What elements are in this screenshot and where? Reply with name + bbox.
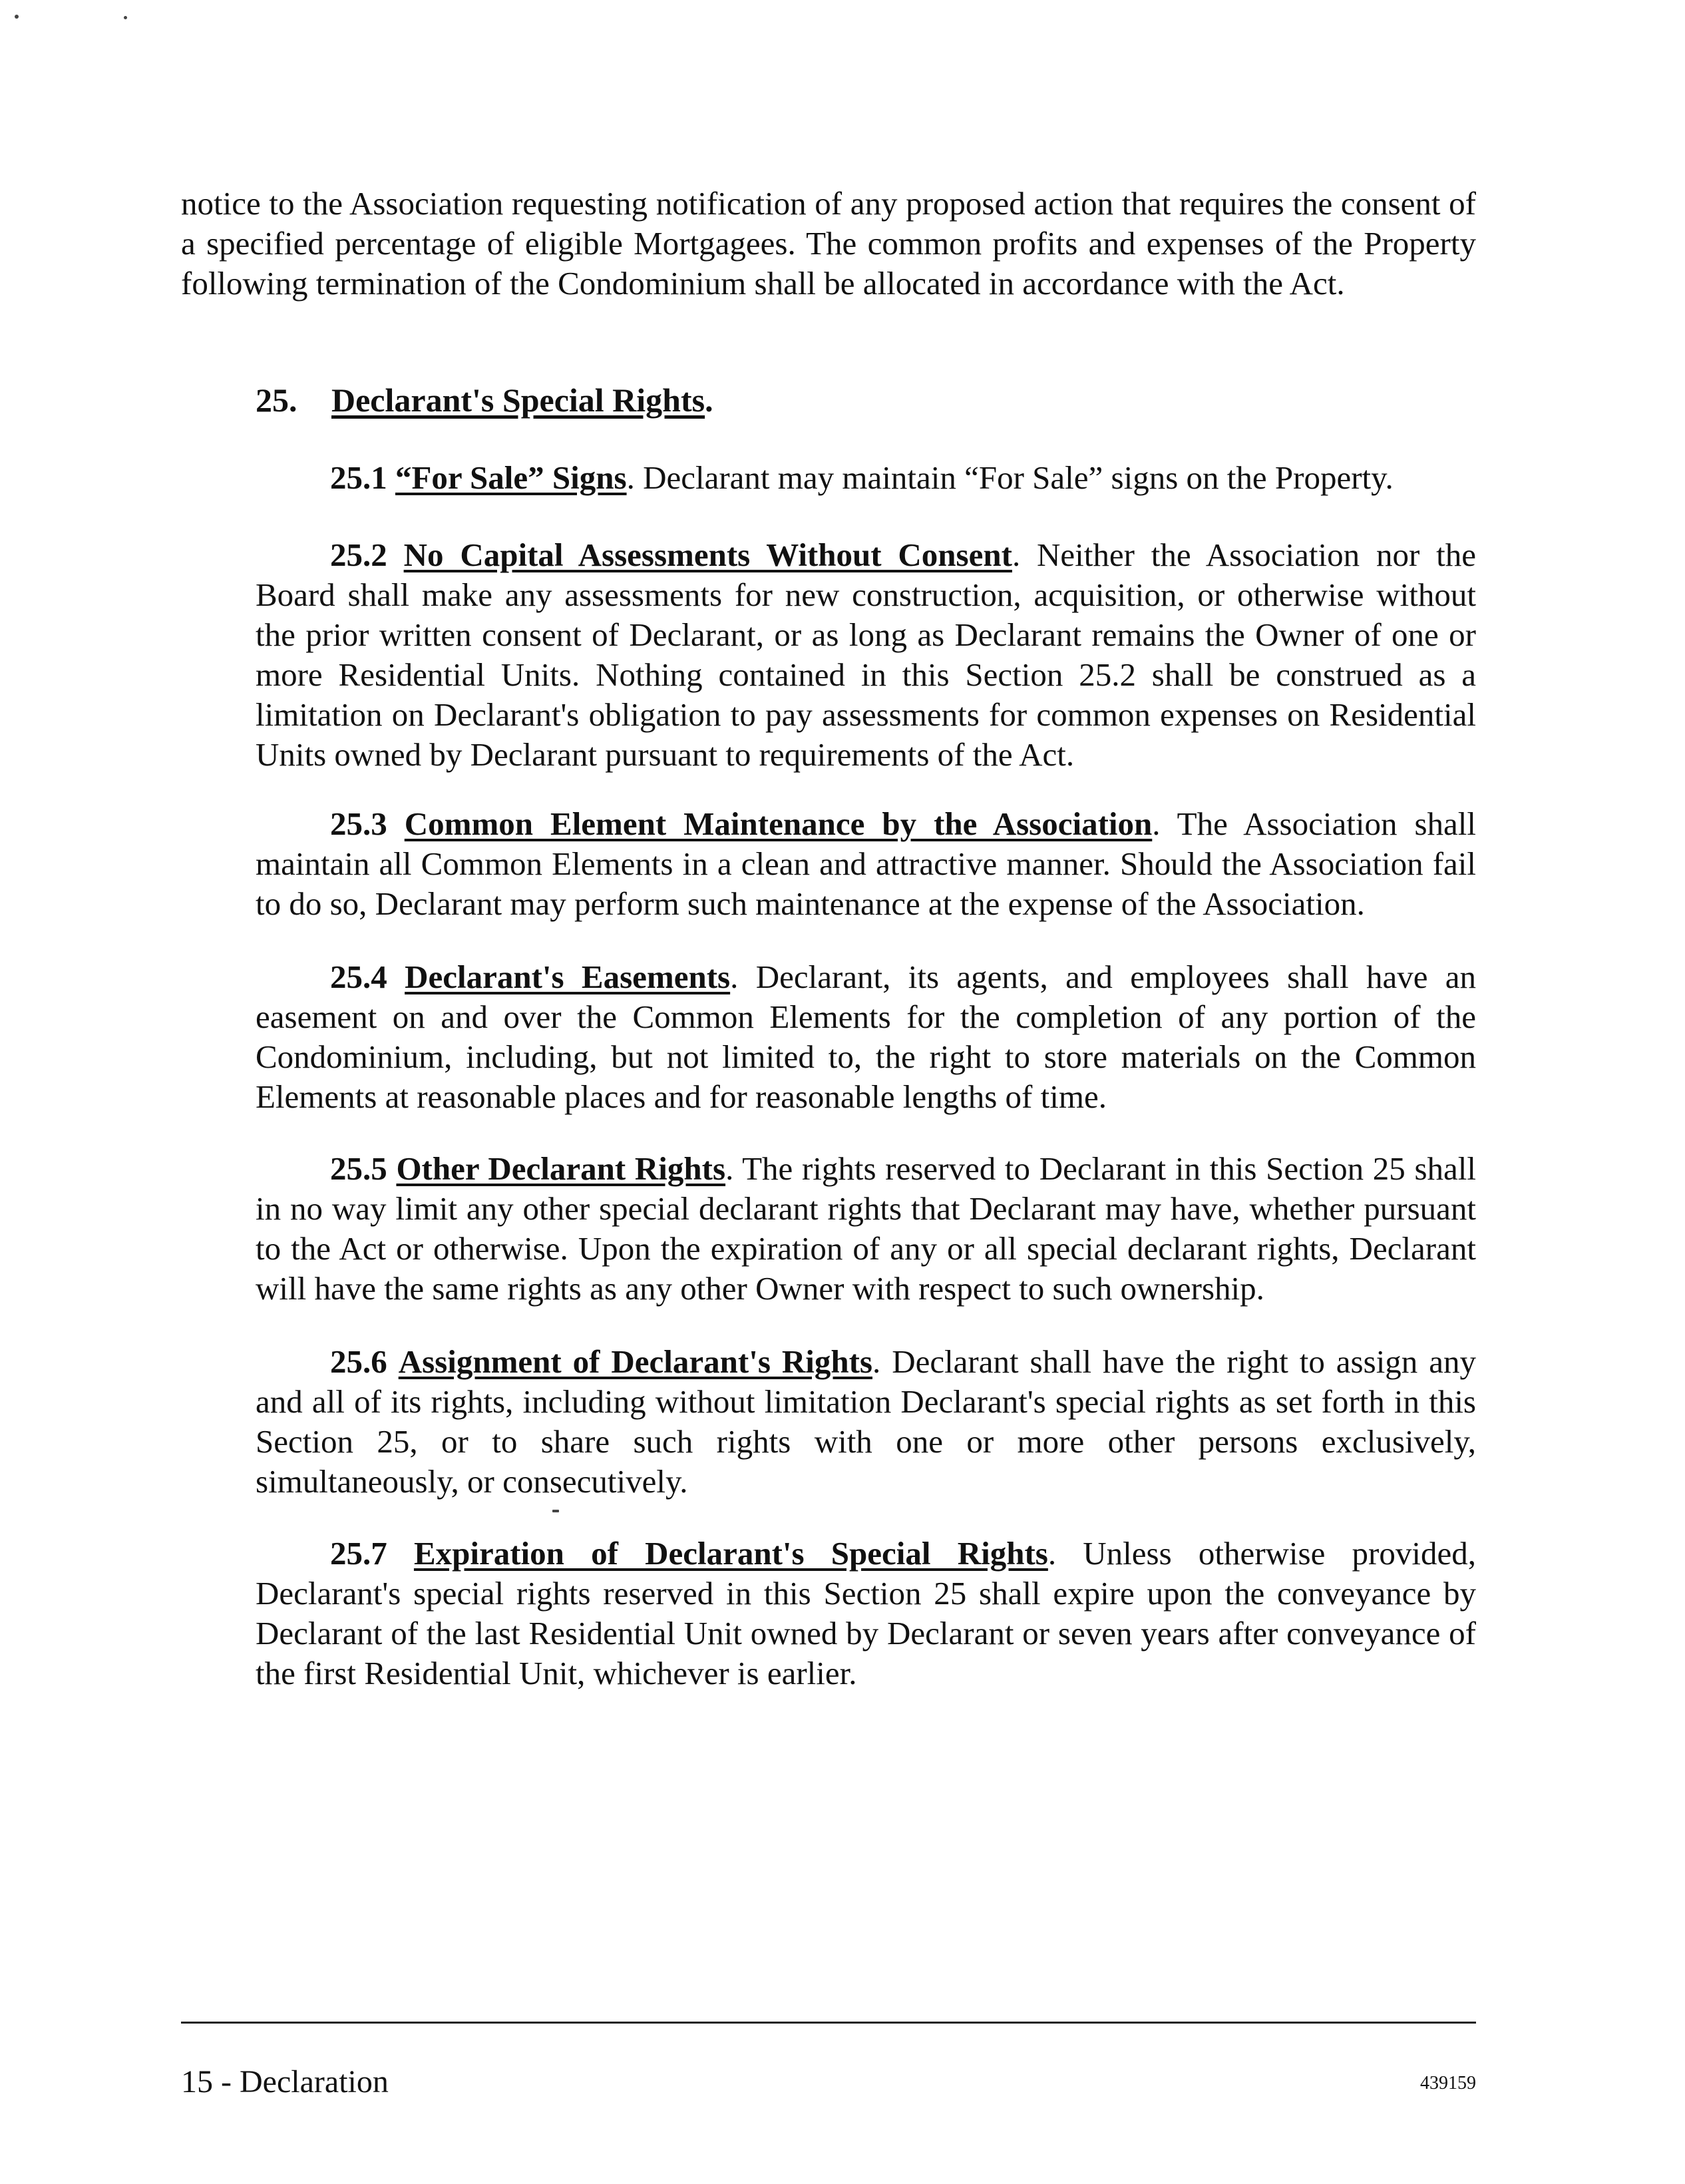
footer-divider	[181, 2022, 1476, 2024]
subsection-title: No Capital Assessments Without Consent	[403, 537, 1012, 573]
section-heading	[256, 380, 713, 420]
subsection-text: . Declarant, its agents, and employees shall have an easement on and over the Common Elements for the completion of any portion of the Condominium, including, but not limited to, the right to store materials on the Common Elements at reasonable places and for reasonable lengths of time.	[256, 959, 1477, 1115]
subsection-number: 25.7	[330, 1535, 387, 1572]
footer-doc-number: 439159	[1420, 2073, 1476, 2093]
subsection-title: Assignment of Declarant's Rights	[398, 1343, 872, 1380]
subsection-25-6	[256, 1342, 1476, 1502]
subsection-title: Other Declarant Rights	[396, 1150, 726, 1187]
subsection-number: 25.2	[330, 537, 387, 573]
subsection-title: Expiration of Declarant's Special Rights	[413, 1535, 1048, 1572]
scan-speck	[124, 16, 127, 19]
section-title: Declarant's Special Rights	[331, 381, 705, 419]
subsection-25-3	[256, 804, 1476, 924]
intro-paragraph: notice to the Association requesting notification of any proposed action that requires the consent of a specified percentage of eligible Mortgagees. The common profits and expenses of the Property following termination of the Condominium shall be allocated in accordance with the Act.	[181, 185, 1476, 302]
subsection-text: . Unless otherwise provided, Declarant's special rights reserved in this Section 25 shall expire upon the conveyance by Declarant of the last Residential Unit owned by Declarant or seven years after conveyance of the first Residential Unit, whichever is earlier.	[256, 1535, 1476, 1691]
subsection-text: . Declarant shall have the right to assign any and all of its rights, including without limitation Declarant's special rights as set forth in this Section 25, or to share such rights with one or more other persons exclusively, simultaneously, or consecutively.	[256, 1343, 1476, 1500]
subsection-number: 25.6	[330, 1343, 387, 1380]
scan-speck	[552, 1510, 559, 1512]
subsection-text: . The rights reserved to Declarant in this Section 25 shall in no way limit any other special declarant rights that Declarant may have, whether pursuant to the Act or otherwise. Upon the expiration of any or all special declarant rights, Declarant will have the same rights as any other Owner with respect to such ownership.	[256, 1150, 1477, 1307]
subsection-text: . Declarant may maintain “For Sale” signs on the Property.	[626, 459, 1394, 496]
scan-speck	[15, 15, 19, 19]
subsection-title: “For Sale” Signs	[395, 459, 627, 496]
subsection-text: . Neither the Association nor the Board shall make any assessments for new construction, acquisition, or otherwise without the prior written consent of Declarant, or as long as Declarant remains the Owner of one or more Residential Units. Nothing contained in this Section 25.2 shall be construed as a limitation on Declarant's obligation to pay assessments for common expenses on Residential Units owned by Declarant pursuant to requirements of the Act.	[256, 537, 1477, 773]
subsection-25-5	[256, 1149, 1476, 1309]
subsection-text: . The Association shall maintain all Common Elements in a clean and attractive manner. Should the Association fail to do so, Declarant may perform such maintenance at the expense of the Association.	[256, 805, 1477, 922]
footer-page-label: 15 - Declaration	[181, 2064, 389, 2099]
subsection-number: 25.4	[330, 959, 387, 995]
subsection-title: Common Element Maintenance by the Association	[404, 805, 1153, 842]
subsection-number: 25.3	[330, 805, 387, 842]
section-number: 25.	[256, 381, 297, 419]
subsection-25-4	[256, 957, 1476, 1117]
subsection-25-7	[256, 1534, 1476, 1693]
subsection-number: 25.5	[330, 1150, 387, 1187]
subsection-25-1	[256, 458, 1476, 498]
subsection-number: 25.1	[330, 459, 387, 496]
section-title-period: .	[705, 381, 713, 419]
subsection-title: Declarant's Easements	[405, 959, 731, 995]
subsection-25-2	[256, 535, 1476, 775]
